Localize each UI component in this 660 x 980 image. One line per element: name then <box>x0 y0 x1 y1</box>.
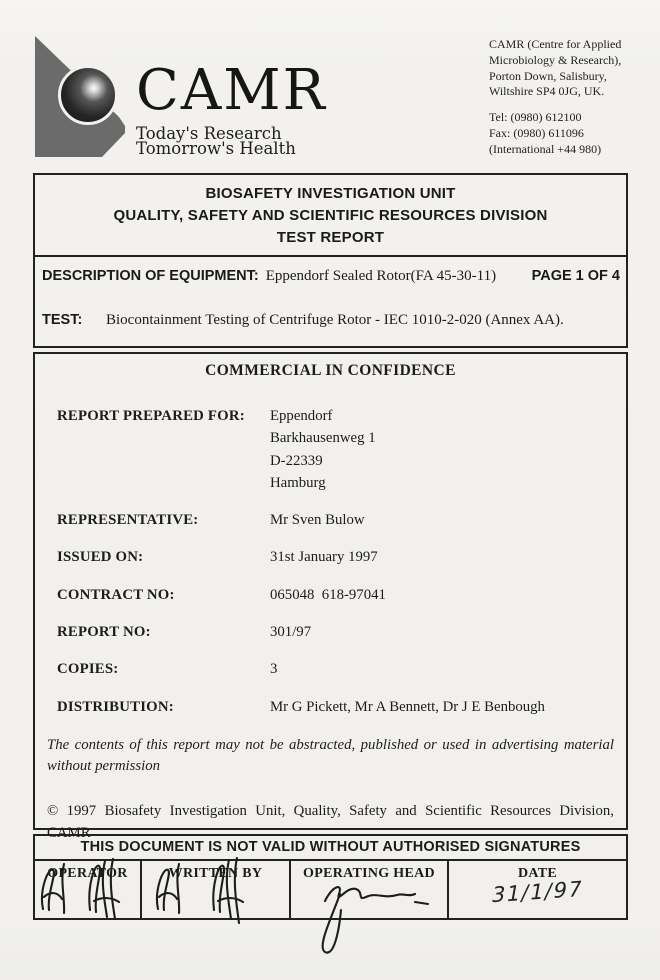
report-fields <box>57 405 616 718</box>
test-value: Biocontainment Testing of Centrifuge Rotor - IEC 1010-2-020 (Annex AA). <box>106 312 564 328</box>
field-value: 31st January 1997 <box>270 549 378 566</box>
unit-title: BIOSAFETY INVESTIGATION UNIT <box>205 185 456 202</box>
value-line: Barkhausenweg 1 <box>270 430 376 447</box>
field-value: 065048 618-97041 <box>270 586 386 603</box>
field-label: REPRESENTATIVE: <box>57 512 199 529</box>
camr-logo-icon <box>30 33 136 161</box>
report-header-box <box>33 173 628 348</box>
division-title: QUALITY, SAFETY AND SCIENTIFIC RESOURCES DIVISION <box>113 207 548 224</box>
restriction-notice: The contents of this report may not be abstracted, published or used in advertising material without permission <box>47 736 614 774</box>
letterhead-address <box>489 37 654 158</box>
address-line: Porton Down, Salisbury, <box>489 68 607 83</box>
written-by-cell <box>142 861 291 918</box>
address-line: Microbiology & Research), <box>489 52 622 67</box>
date-cell <box>449 861 626 918</box>
field-label: CONTRACT NO: <box>57 586 175 603</box>
brand-name: CAMR <box>136 58 327 123</box>
value-line: Eppendorf <box>270 408 333 424</box>
address-line: CAMR (Centre for Applied <box>489 37 622 51</box>
validity-banner: THIS DOCUMENT IS NOT VALID WITHOUT AUTHORISED SIGNATURES <box>35 836 626 861</box>
contact-block <box>489 110 654 157</box>
operator-label: OPERATOR <box>47 866 128 881</box>
field-row-contract-no <box>57 584 616 606</box>
value-line: Hamburg <box>270 474 326 491</box>
brand-tagline-line2: Tomorrow's Health <box>136 139 296 158</box>
international-line: (International +44 980) <box>489 141 602 156</box>
field-label: COPIES: <box>57 661 119 678</box>
field-value: Mr G Pickett, Mr A Bennett, Dr J E Benbough <box>270 698 545 715</box>
signature-table <box>33 834 628 920</box>
handwritten-date: 31/1/97 <box>489 876 586 908</box>
page-number-label: PAGE 1 OF 4 <box>531 268 620 284</box>
test-label: TEST: <box>42 312 83 328</box>
field-row-report-no <box>57 621 616 643</box>
written-by-label: WRITTEN BY <box>168 866 263 881</box>
document-body <box>33 173 628 920</box>
field-row-issued-on <box>57 546 616 568</box>
value-line: D-22339 <box>270 452 323 469</box>
field-label: REPORT PREPARED FOR: <box>57 408 245 424</box>
signature-cells-row <box>35 861 626 918</box>
brand-tagline-line1: Today's Research <box>136 124 282 143</box>
report-details-box <box>33 352 628 841</box>
confidence-banner: COMMERCIAL IN CONFIDENCE <box>205 362 456 379</box>
field-value: Mr Sven Bulow <box>270 512 365 529</box>
field-row-representative <box>57 509 616 531</box>
equipment-test-section <box>35 257 626 346</box>
date-label: DATE <box>517 866 558 881</box>
address-block <box>489 37 654 100</box>
doc-type-title: TEST REPORT <box>276 229 385 246</box>
test-row <box>42 312 620 329</box>
field-row-copies <box>57 658 616 680</box>
field-value <box>270 405 616 494</box>
field-label: REPORT NO: <box>57 624 151 641</box>
field-row-prepared-for <box>57 405 616 494</box>
address-line: Wiltshire SP4 0JG, UK. <box>489 84 605 99</box>
operator-cell <box>35 861 142 918</box>
phone-line: Tel: (0980) 612100 <box>489 110 582 125</box>
copyright-notice: © 1997 Biosafety Investigation Unit, Quality, Safety and Scientific Resources Division, CAMR <box>47 802 614 841</box>
operating-head-signature <box>291 877 449 967</box>
equipment-description-row <box>42 268 620 285</box>
field-label: DISTRIBUTION: <box>57 698 174 715</box>
fax-line: Fax: (0980) 611096 <box>489 125 584 140</box>
equipment-description-value: Eppendorf Sealed Rotor(FA 45-30-11) <box>265 268 497 284</box>
operating-head-cell <box>291 861 449 918</box>
field-row-distribution <box>57 696 616 718</box>
operating-head-label: OPERATING HEAD <box>303 866 435 881</box>
field-label: ISSUED ON: <box>57 549 144 566</box>
brand-block <box>136 58 327 158</box>
field-value: 301/97 <box>270 624 312 641</box>
field-value: 3 <box>270 661 278 678</box>
report-header-titles <box>35 175 626 257</box>
equipment-description-label: DESCRIPTION OF EQUIPMENT: <box>42 268 259 284</box>
